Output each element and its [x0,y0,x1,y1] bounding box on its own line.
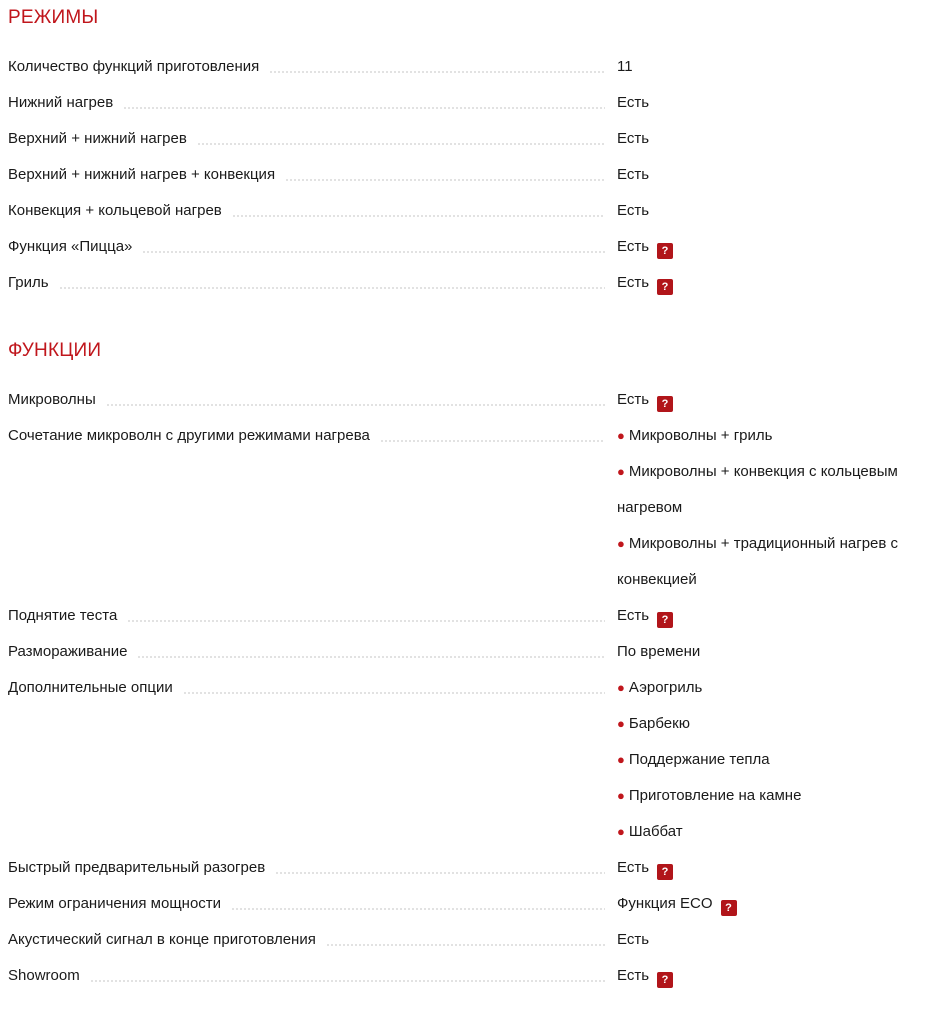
spec-row-end-of-cooking-signal [8,922,939,958]
spec-label: Размораживание [8,643,128,660]
spec-value: Есть [617,130,650,147]
spec-label: Нижний нагрев [8,94,114,111]
spec-value: Есть [617,607,650,624]
dotted-leader [197,121,605,157]
dotted-leader [142,229,605,265]
dotted-leader [275,850,605,886]
bullet-icon: ● [617,464,625,479]
spec-value: Есть [617,202,650,219]
spec-row-defrosting [8,634,939,670]
spec-row-quick-preheat [8,850,939,886]
spec-label: Верхний + нижний нагрев + конвекция [8,166,276,183]
spec-value: Функция ECO [617,895,713,912]
spec-row-dough-proofing [8,598,939,634]
bullet-icon: ● [617,716,625,731]
spec-label: Микроволны [8,391,96,408]
list-item-text: Шаббат [628,823,683,840]
spec-label: Быстрый предварительный разогрев [8,859,266,876]
dotted-leader [90,958,605,994]
bullet-icon: ● [617,824,625,839]
spec-value: Есть [617,967,650,984]
help-icon[interactable]: ? [657,243,673,259]
dotted-leader [183,670,605,706]
list-item [617,706,927,742]
modes-section-title: РЕЖИМЫ [8,7,99,28]
dotted-leader [127,598,605,634]
spec-row-microwave-combinations [8,418,939,598]
help-icon[interactable]: ? [657,972,673,988]
dotted-leader [137,634,605,670]
spec-value: Есть [617,859,650,876]
spec-row-microwave [8,382,939,418]
list-item-text: Аэрогриль [628,679,703,696]
help-icon[interactable]: ? [657,612,673,628]
bullet-icon: ● [617,752,625,767]
spec-label: Функция «Пицца» [8,238,133,255]
spec-row-showroom [8,958,939,994]
help-icon[interactable]: ? [721,900,737,916]
functions-spec-list [8,382,939,994]
list-item [617,814,927,850]
spec-label: Гриль [8,274,49,291]
functions-section-title: ФУНКЦИИ [8,340,102,361]
list-item-text: Поддержание тепла [628,751,770,768]
spec-value: Есть [617,391,650,408]
help-icon[interactable]: ? [657,396,673,412]
spec-label: Верхний + нижний нагрев [8,130,187,147]
spec-label: Поднятие теста [8,607,118,624]
spec-value: Есть [617,166,650,183]
spec-label: Showroom [8,967,80,984]
spec-label: Количество функций приготовления [8,58,260,75]
spec-row-grill [8,265,939,301]
spec-value: По времени [617,643,701,660]
dotted-leader [106,382,605,418]
list-item [617,778,927,814]
bullet-icon: ● [617,428,625,443]
spec-row-top-bottom-heat [8,121,939,157]
spec-row-cooking-functions-count [8,49,939,85]
dotted-leader [232,193,605,229]
dotted-leader [59,265,605,301]
spec-value: 11 [617,58,633,75]
dotted-leader [269,49,605,85]
help-icon[interactable]: ? [657,864,673,880]
spec-label: Дополнительные опции [8,679,173,696]
spec-value: Есть [617,94,650,111]
list-item-text: Барбекю [628,715,690,732]
spec-label: Режим ограничения мощности [8,895,222,912]
list-item [617,742,927,778]
spec-value: Есть [617,238,650,255]
list-item [617,418,927,454]
spec-value-list [617,670,927,850]
modes-spec-list [8,49,939,301]
bullet-icon: ● [617,680,625,695]
list-item-text: Микроволны + гриль [628,427,773,444]
dotted-leader [231,886,605,922]
spec-label: Акустический сигнал в конце приготовления [8,931,316,948]
spec-row-bottom-heat [8,85,939,121]
bullet-icon: ● [617,788,625,803]
list-item [617,670,927,706]
spec-value: Есть [617,931,650,948]
bullet-icon: ● [617,536,625,551]
dotted-leader [380,418,605,454]
list-item-text: Микроволны + конвекция с кольцевым нагревом [617,463,898,516]
list-item-text: Приготовление на камне [628,787,802,804]
spec-row-power-limit-mode [8,886,939,922]
help-icon[interactable]: ? [657,279,673,295]
spec-row-pizza-function [8,229,939,265]
spec-row-additional-options [8,670,939,850]
dotted-leader [326,922,605,958]
list-item-text: Микроволны + традиционный нагрев с конвекцией [617,535,899,588]
list-item [617,454,927,526]
dotted-leader [123,85,605,121]
spec-value-list [617,418,927,598]
spec-label: Сочетание микроволн с другими режимами нагрева [8,427,370,444]
spec-row-convection-ring-heat [8,193,939,229]
list-item [617,526,927,598]
spec-value: Есть [617,274,650,291]
spec-label: Конвекция + кольцевой нагрев [8,202,222,219]
dotted-leader [285,157,605,193]
spec-row-top-bottom-heat-convection [8,157,939,193]
